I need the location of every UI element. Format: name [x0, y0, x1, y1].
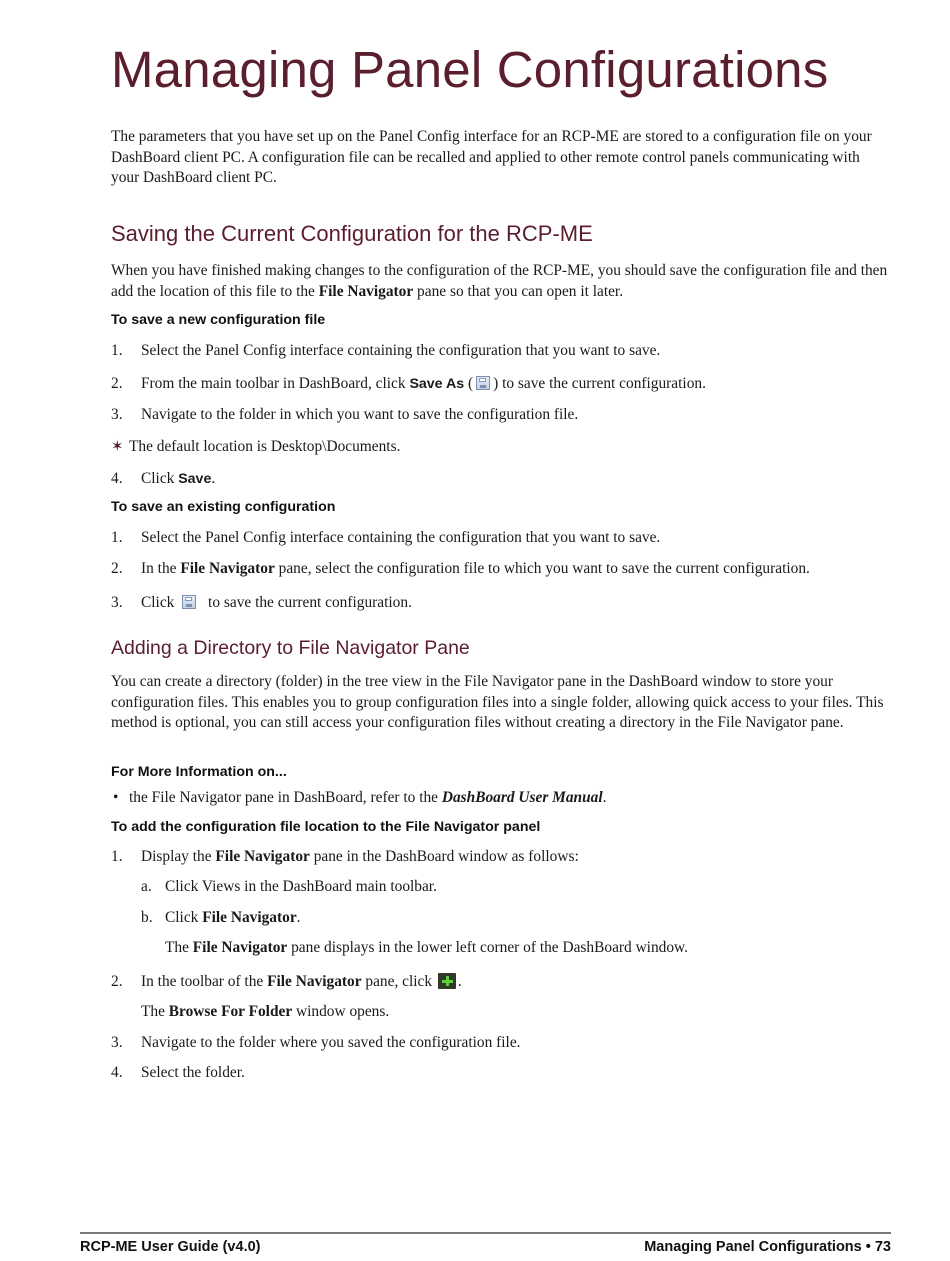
- save-as-term: Save As: [409, 376, 465, 392]
- more-info-heading: For More Information on...: [111, 764, 287, 780]
- procedure-heading-new: To save a new configuration file: [111, 312, 326, 328]
- save-term: Save: [178, 471, 212, 487]
- footer-page-number: Managing Panel Configurations • 73: [644, 1239, 891, 1255]
- file-navigator-term: File Navigator: [318, 282, 414, 300]
- section-heading-directory: Adding a Directory to File Navigator Pane: [111, 637, 470, 659]
- intro-paragraph: The parameters that you have set up on the Panel Config interface for an RCP-ME are stored to a configuration file on your DashBoard client PC. A configuration file can be recalled and applied to other remote control panels communicating with your DashBoard client PC.: [111, 128, 872, 186]
- footer-divider: [80, 1232, 891, 1234]
- directory-paragraph: You can create a directory (folder) in the tree view in the File Navigator pane in the DashBoard window to store your configuration files. This enables you to group configuration files into a single folder, allowing quick access to your files. This method is optional, you can still access your configuration files without creating a directory in the File Navigator pane.: [111, 673, 884, 731]
- step-result: The Browse For Folder window opens.: [141, 1003, 390, 1020]
- footer-guide-title: RCP-ME User Guide (v4.0): [80, 1239, 261, 1255]
- procedure-heading-add: To add the configuration file location to the File Navigator panel: [111, 819, 541, 835]
- sub-item: Click File Navigator.: [165, 909, 301, 926]
- sub-item: Click Views in the DashBoard main toolbar.: [165, 878, 437, 895]
- sub-item-label: b.: [141, 909, 153, 926]
- sub-item-result: The File Navigator pane displays in the lower left corner of the DashBoard window.: [165, 939, 689, 956]
- note-star-icon: ✶: [111, 439, 124, 455]
- section-heading-saving: Saving the Current Configuration for the RCP-ME: [111, 221, 593, 246]
- sub-item-label: a.: [141, 878, 152, 895]
- save-icon: [182, 595, 196, 609]
- save-as-icon: [476, 376, 490, 390]
- add-folder-icon: [438, 973, 456, 989]
- saving-paragraph: When you have finished making changes to the configuration of the RCP-ME, you should save the configuration file and then add the location of this file to the File Navigator pane so that you can open it later.: [111, 262, 888, 300]
- page-title: Managing Panel Configurations: [111, 41, 829, 98]
- dashboard-user-manual-ref: DashBoard User Manual: [441, 789, 603, 806]
- procedure-heading-existing: To save an existing configuration: [111, 499, 336, 515]
